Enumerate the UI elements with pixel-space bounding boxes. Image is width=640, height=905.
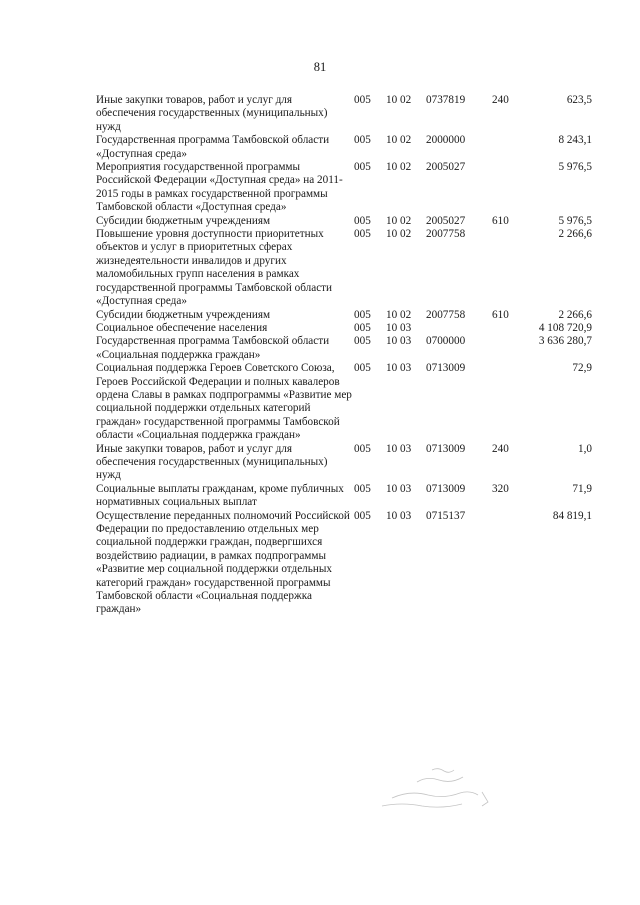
row-csr: 0713009 <box>426 482 466 495</box>
row-sum: 71,9 <box>572 482 592 495</box>
row-csr: 0737819 <box>426 94 466 106</box>
row-vr: 610 <box>492 214 509 227</box>
row-sum: 623,5 <box>566 94 592 106</box>
row-section: 10 02 <box>386 134 412 147</box>
row-ved: 005 <box>354 482 371 495</box>
row-name: Субсидии бюджетным учреждениям <box>96 214 271 227</box>
row-section: 10 02 <box>386 308 412 321</box>
row-name: Повышение уровня доступности приоритетных объектов и услуг в приоритетных сферах жизнедеятельности инвалидов и других маломобильных групп населения в рамках государственной программы Тамбовской области «Доступная среда» <box>96 228 333 308</box>
budget-table <box>96 94 592 617</box>
row-vr <box>492 510 522 617</box>
row-name: Иные закупки товаров, работ и услуг для обеспечения государственных (муниципальных) нужд <box>96 94 328 133</box>
row-sum: 1,0 <box>578 442 592 455</box>
table-row <box>96 161 592 215</box>
row-ved: 005 <box>354 509 371 522</box>
row-sum: 84 819,1 <box>552 509 592 522</box>
table-row <box>96 228 592 308</box>
row-ved: 005 <box>354 362 371 375</box>
table-row <box>96 443 592 483</box>
row-section: 10 02 <box>386 94 412 106</box>
row-section: 10 03 <box>386 482 412 495</box>
row-ved: 005 <box>354 134 371 147</box>
row-section: 10 03 <box>386 362 412 375</box>
table-row <box>96 322 592 335</box>
row-ved: 005 <box>354 214 371 227</box>
row-name: Государственная программа Тамбовской области «Социальная поддержка граждан» <box>96 335 330 361</box>
row-name: Субсидии бюджетным учреждениям <box>96 308 271 321</box>
table-row <box>96 335 592 362</box>
row-vr <box>492 161 522 215</box>
row-sum: 2 266,6 <box>558 308 592 321</box>
row-vr <box>492 362 522 442</box>
row-csr: 2007758 <box>426 228 466 241</box>
row-csr: 2005027 <box>426 161 466 174</box>
row-ved: 005 <box>354 94 371 106</box>
row-vr: 320 <box>492 482 509 495</box>
row-sum: 5 976,5 <box>558 214 592 227</box>
row-csr: 2000000 <box>426 134 466 147</box>
row-name: Социальная поддержка Героев Советского Союза, Героев Российской Федерации и полных кавалеров ордена Славы в рамках подпрограммы «Развитие мер социальной поддержки отдельных категорий граждан» государственной программы Тамбовской области «Социальная поддержка граждан» <box>96 362 352 442</box>
row-name: Социальное обеспечение населения <box>96 321 268 334</box>
row-ved: 005 <box>354 335 371 348</box>
table-row <box>96 362 592 442</box>
row-csr <box>426 322 492 335</box>
row-csr: 0713009 <box>426 362 466 375</box>
row-name: Иные закупки товаров, работ и услуг для обеспечения государственных (муниципальных) нужд <box>96 442 328 482</box>
table-row <box>96 510 592 617</box>
row-sum: 5 976,5 <box>558 161 592 174</box>
row-vr <box>492 134 522 161</box>
row-csr: 0713009 <box>426 442 466 455</box>
row-sum: 8 243,1 <box>558 134 592 147</box>
row-section: 10 03 <box>386 509 412 522</box>
row-name: Мероприятия государственной программы Российской Федерации «Доступная среда» на 2011-2015 годы в рамках государственной программы Тамбовской области «Доступная среда» <box>96 161 343 214</box>
row-sum: 2 266,6 <box>558 228 592 241</box>
table-row <box>96 215 592 228</box>
row-vr <box>492 322 522 335</box>
row-name: Социальные выплаты гражданам, кроме публичных нормативных социальных выплат <box>96 482 344 509</box>
row-ved: 005 <box>354 161 371 174</box>
row-section: 10 03 <box>386 321 412 334</box>
row-csr: 2005027 <box>426 214 466 227</box>
row-csr: 2007758 <box>426 308 466 321</box>
table-row <box>96 134 592 161</box>
row-csr: 0700000 <box>426 335 466 348</box>
table-row <box>96 309 592 322</box>
table-row <box>96 483 592 510</box>
row-section: 10 02 <box>386 161 412 174</box>
row-ved: 005 <box>354 321 371 334</box>
row-vr <box>492 228 522 308</box>
table-row <box>96 94 592 134</box>
row-ved: 005 <box>354 442 371 455</box>
row-sum: 4 108 720,9 <box>538 321 592 334</box>
row-csr: 0715137 <box>426 509 466 522</box>
row-sum: 3 636 280,7 <box>538 335 592 348</box>
row-vr: 240 <box>492 94 509 106</box>
row-name: Осуществление переданных полномочий Российской Федерации по предоставлению отдельных мер социальной поддержки граждан, подвергшихся воздействию радиации, в рамках подпрограммы «Развитие мер социальной поддержки отдельных категорий граждан» государственной программы Тамбовской области «Социальная поддержка граждан» <box>96 509 350 616</box>
page-number: 81 <box>313 60 327 74</box>
row-vr: 610 <box>492 308 509 321</box>
row-section: 10 02 <box>386 214 412 227</box>
row-vr: 240 <box>492 442 509 455</box>
row-section: 10 03 <box>386 442 412 455</box>
row-ved: 005 <box>354 228 371 241</box>
row-vr <box>492 335 522 362</box>
row-sum: 72,9 <box>572 362 592 375</box>
row-ved: 005 <box>354 308 371 321</box>
row-section: 10 03 <box>386 335 412 348</box>
row-name: Государственная программа Тамбовской области «Доступная среда» <box>96 134 330 160</box>
faint-stamp-mark <box>372 762 507 817</box>
row-section: 10 02 <box>386 228 412 241</box>
